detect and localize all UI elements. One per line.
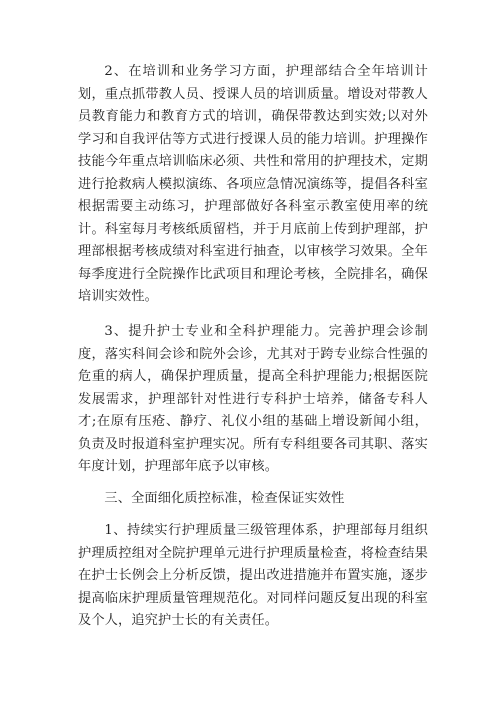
paragraph-quality-management: 1、持续实行护理质量三级管理体系，护理部每月组织护理质控组对全院护理单元进行护理质量检查，将检查结果在护士长例会上分析反馈，提出改进措施并布置实施，逐步提高临床护理质量管理规范化。对同样问题反复出现的科室及个人，追究护士长的有关责任。 xyxy=(78,523,428,628)
paragraph-training-study: 2、在培训和业务学习方面，护理部结合全年培训计划，重点抓带教人员、授课人员的培训质量。增设对带教人员教育能力和教育方式的培训，确保带教达到实效;以对外学习和自我评估等方式进行授课人员的能力培训。护理操作技能今年重点培训临床必须、共性和常用的护理技术，定期进行抢救病人模拟演练、各项应急情况演练等，提倡各科室根据需要主动练习，护理部做好各科室示教室使用率的统计。科室每月考核纸质留档，并于月底前上传到护理部，护理部根据考核成绩对科室进行抽查，以审核学习效果。全年每季度进行全院操作比武项目和理论考核，全院排名，确保培训实效性。 xyxy=(78,64,428,304)
paragraph-nursing-ability: 3、提升护士专业和全科护理能力。完善护理会诊制度，落实科间会诊和院外会诊，尤其对于跨专业综合性强的危重的病人，确保护理质量，提高全科护理能力;根据医院发展需求，护理部针对性进行专科护士培养，储备专科人才;在原有压疮、静疗、礼仪小组的基础上增设新闻小组，负责及时报道科室护理实况。所有专科组要各司其职、落实年度计划，护理部年底予以审核。 xyxy=(78,324,428,474)
section-heading-quality-control: 三、全面细化质控标准，检查保证实效性 xyxy=(104,491,345,506)
